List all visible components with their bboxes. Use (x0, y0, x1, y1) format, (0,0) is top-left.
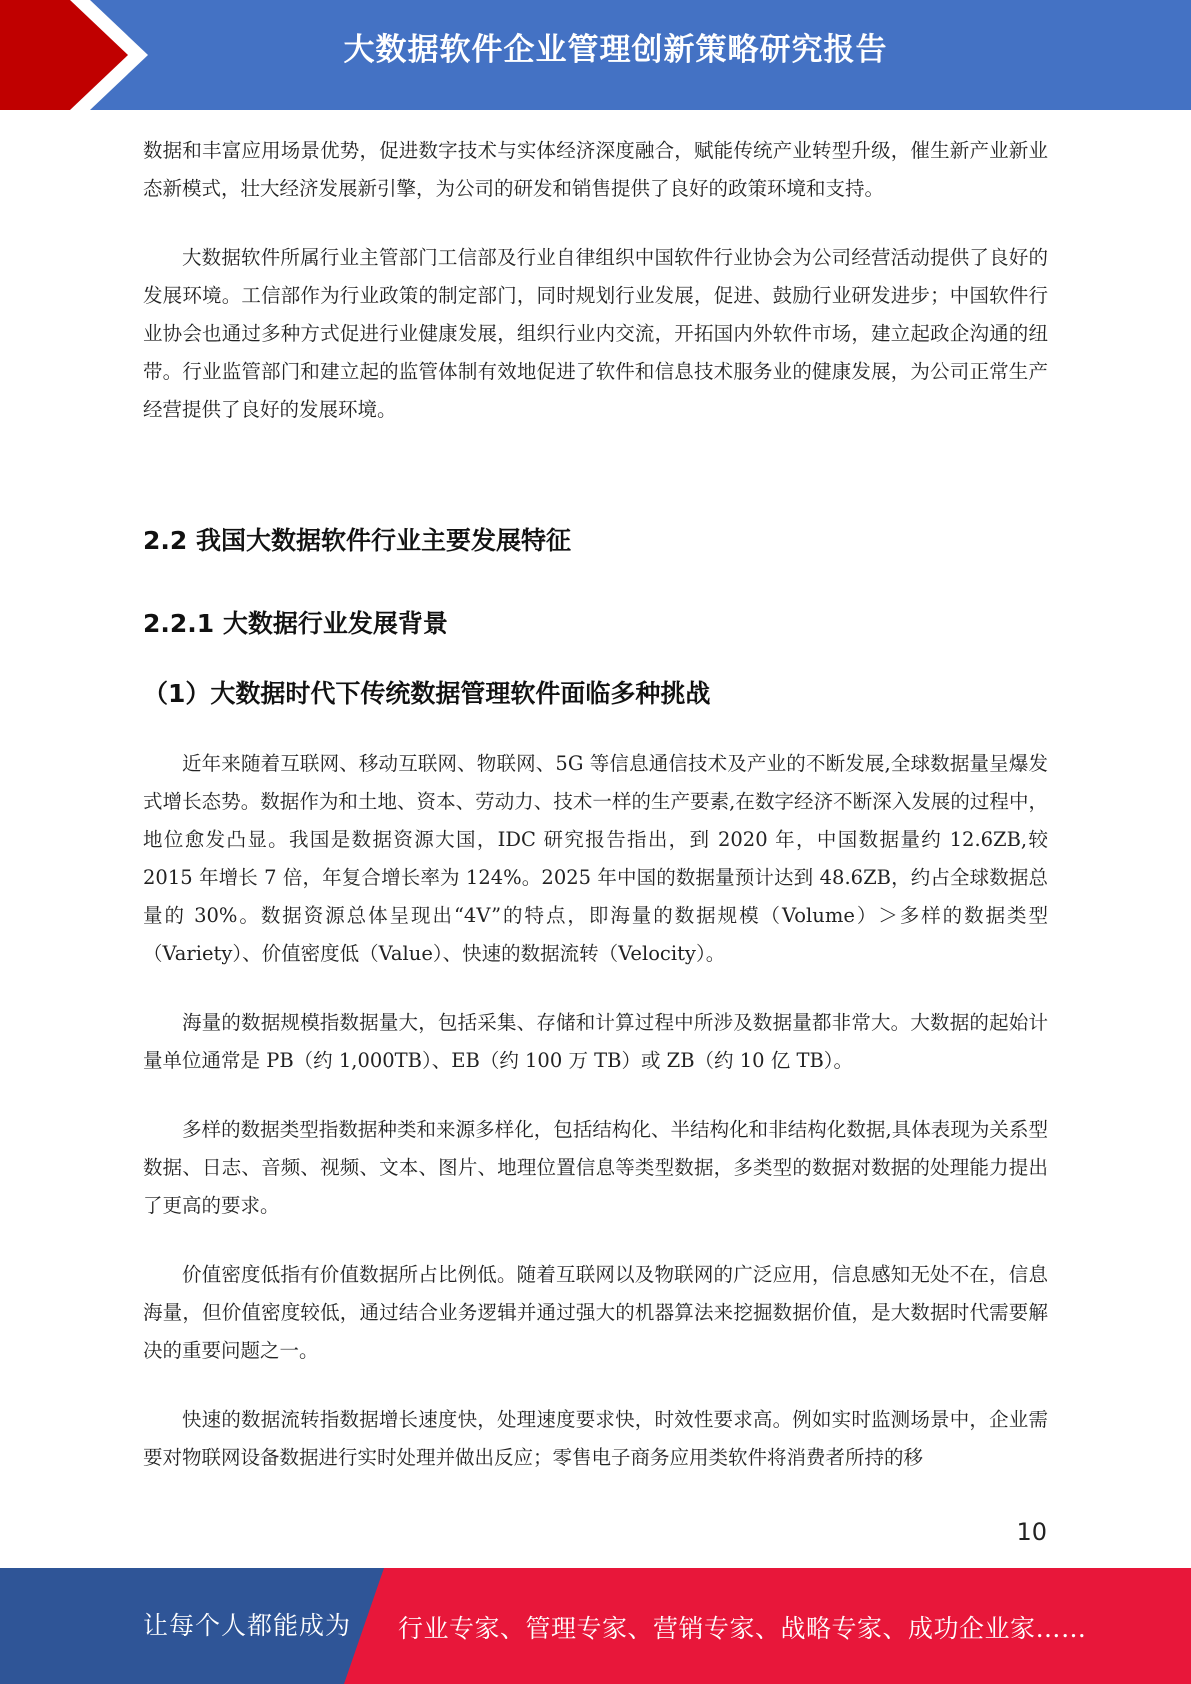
paragraph-velocity: 快速的数据流转指数据增长速度快，处理速度要求快，时效性要求高。例如实时监测场景中，企业需要对物联网设备数据进行实时处理并做出反应；零售电子商务应用类软件将消费者所持的移 (143, 1408, 1048, 1469)
main-content (143, 132, 1048, 1477)
report-title: 大数据软件企业管理创新策略研究报告 (343, 32, 888, 68)
header-bar (0, 0, 1191, 110)
section-heading-2-2-1: 2.2.1 大数据行业发展背景 (143, 609, 448, 638)
page-number: 10 (1016, 1518, 1047, 1546)
chevron-arrow-icon (0, 0, 160, 110)
footer-slogan-right: 行业专家、管理专家、营销专家、战略专家、成功企业家…… (398, 1614, 1087, 1643)
paragraph-data-growth: 近年来随着互联网、移动互联网、物联网、5G 等信息通信技术及产业的不断发展,全球数据量呈爆发式增长态势。数据作为和土地、资本、劳动力、技术一样的生产要素,在数字经济不断深入发展的过程中，地位愈发凸显。我国是数据资源大国，IDC 研究报告指出，到 2020 年，中国数据量约 12.6ZB,较 2015 年增长 7 倍，年复合增长率为 124%。2025 年中国的数据量预计达到 48.6ZB，约占全球数据总量的 30%。数据资源总体呈现出“4V”的特点，即海量的数据规模（Volume）＞多样的数据类型（Variety）、价值密度低（Value）、快速的数据流转（Velocity）。 (143, 752, 1048, 965)
paragraph-policy-support: 数据和丰富应用场景优势，促进数字技术与实体经济深度融合，赋能传统产业转型升级，催生新产业新业态新模式，壮大经济发展新引擎，为公司的研发和销售提供了良好的政策环境和支持。 (143, 139, 1048, 200)
footer-slogan-left: 让每个人都能成为 (143, 1611, 352, 1640)
paragraph-volume: 海量的数据规模指数据量大，包括采集、存储和计算过程中所涉及数据量都非常大。大数据的起始计量单位通常是 PB（约 1,000TB）、EB（约 100 万 TB）或 ZB（约 10 亿 TB）。 (143, 1011, 1048, 1072)
paragraph-value: 价值密度低指有价值数据所占比例低。随着互联网以及物联网的广泛应用，信息感知无处不在，信息海量，但价值密度较低，通过结合业务逻辑并通过强大的机器算法来挖掘数据价值，是大数据时代需要解决的重要问题之一。 (143, 1263, 1048, 1362)
section-heading-2-2: 2.2 我国大数据软件行业主要发展特征 (143, 526, 571, 555)
paragraph-regulator: 大数据软件所属行业主管部门工信部及行业自律组织中国软件行业协会为公司经营活动提供了良好的发展环境。工信部作为行业政策的制定部门，同时规划行业发展，促进、鼓励行业研发进步；中国软件行业协会也通过多种方式促进行业健康发展，组织行业内交流，开拓国内外软件市场，建立起政企沟通的纽带。行业监管部门和建立起的监管体制有效地促进了软件和信息技术服务业的健康发展，为公司正常生产经营提供了良好的发展环境。 (143, 246, 1048, 421)
subsection-heading-1: （1）大数据时代下传统数据管理软件面临多种挑战 (143, 679, 711, 708)
footer-banner (0, 1568, 1191, 1684)
paragraph-variety: 多样的数据类型指数据种类和来源多样化，包括结构化、半结构化和非结构化数据,具体表现为关系型数据、日志、音频、视频、文本、图片、地理位置信息等类型数据，多类型的数据对数据的处理能力提出了更高的要求。 (143, 1118, 1048, 1217)
